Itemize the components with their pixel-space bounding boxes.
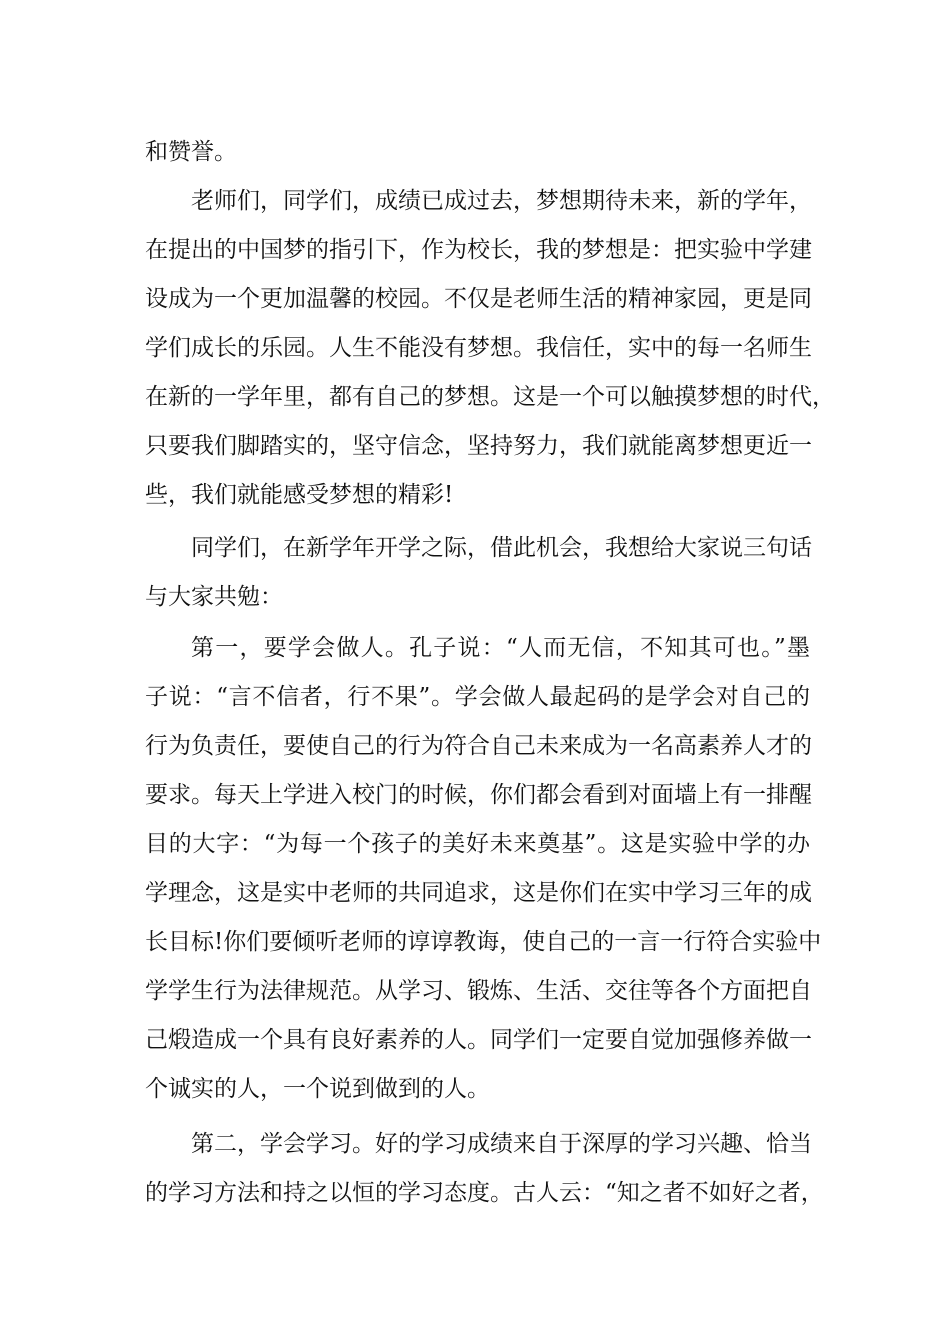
text-line: 目的大字：“为每一个孩子的美好未来奠基”。这是实验中学的办 bbox=[145, 831, 810, 857]
text-line: 学们成长的乐园。人生不能没有梦想。我信任，实中的每一名师生 bbox=[145, 335, 812, 361]
text-line: 长目标!你们要倾听老师的谆谆教诲，使自己的一言一行符合实验中 bbox=[145, 929, 822, 955]
text-line: 设成为一个更加温馨的校园。不仅是老师生活的精神家园，更是同 bbox=[145, 286, 812, 312]
text-line: 行为负责任，要使自己的行为符合自己未来成为一名高素养人才的 bbox=[145, 733, 812, 759]
text-line: 子说：“言不信者，行不果”。学会做人最起码的是学会对自己的 bbox=[145, 684, 810, 710]
paragraph-start-line: 第二，学会学习。好的学习成绩来自于深厚的学习兴趣、恰当 bbox=[191, 1131, 812, 1157]
text-line: 和赞誉。 bbox=[145, 139, 237, 165]
text-line: 学理念，这是实中老师的共同追求，这是你们在实中学习三年的成 bbox=[145, 880, 812, 906]
paragraph-start-line: 同学们，在新学年开学之际，借此机会，我想给大家说三句话 bbox=[191, 535, 812, 561]
text-line: 在新的一学年里，都有自己的梦想。这是一个可以触摸梦想的时代， bbox=[145, 384, 835, 410]
text-line: 要求。每天上学进入校门的时候，你们都会看到对面墙上有一排醒 bbox=[145, 782, 812, 808]
text-line: 的学习方法和持之以恒的学习态度。古人云：“知之者不如好之者， bbox=[145, 1180, 824, 1206]
paragraph-start-line: 老师们，同学们，成绩已成过去，梦想期待未来，新的学年， bbox=[191, 188, 812, 214]
text-line: 只要我们脚踏实的，坚守信念，坚持努力，我们就能离梦想更近一 bbox=[145, 433, 812, 459]
text-line: 与大家共勉： bbox=[145, 584, 283, 610]
paragraph-start-line: 第一，要学会做人。孔子说：“人而无信，不知其可也。”墨 bbox=[191, 635, 810, 661]
text-line: 学学生行为法律规范。从学习、锻炼、生活、交往等各个方面把自 bbox=[145, 978, 812, 1004]
text-line: 己煅造成一个具有良好素养的人。同学们一定要自觉加强修养做一 bbox=[145, 1027, 812, 1053]
text-line: 些，我们就能感受梦想的精彩! bbox=[145, 482, 454, 508]
text-line: 在提出的中国梦的指引下，作为校长，我的梦想是：把实验中学建 bbox=[145, 237, 812, 263]
text-line: 个诚实的人，一个说到做到的人。 bbox=[145, 1076, 490, 1102]
